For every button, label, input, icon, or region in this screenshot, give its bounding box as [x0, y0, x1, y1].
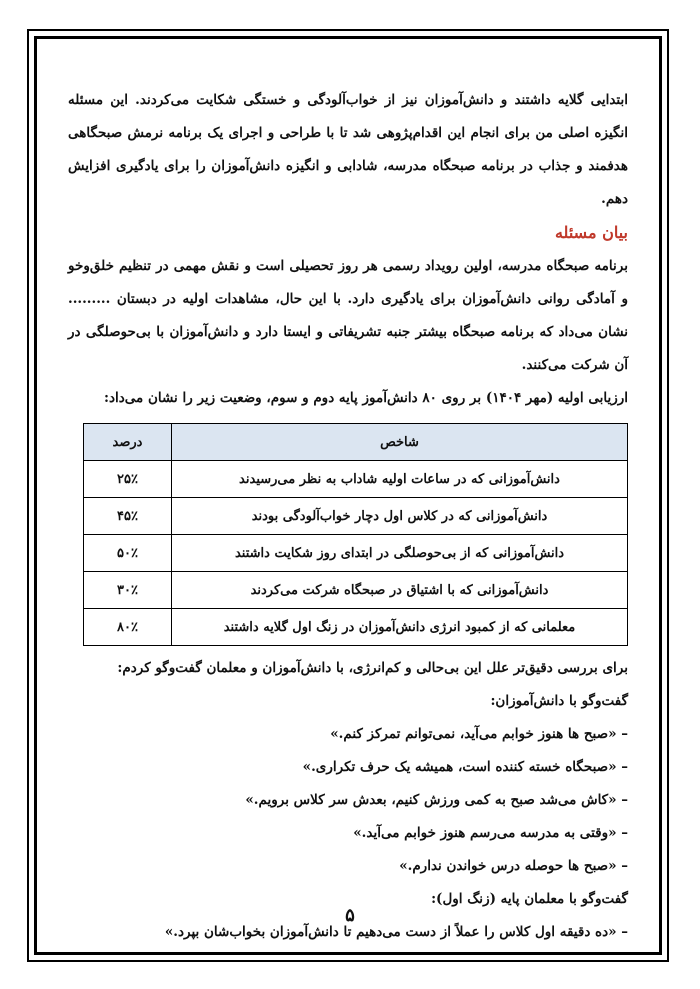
students-dialogue-title: گفت‌وگو با دانش‌آموزان: [490, 693, 628, 709]
table-header-row [84, 424, 628, 461]
intro-paragraph: ابتدایی گلایه داشتند و دانش‌آموزان نیز از خواب‌آلودگی و خستگی شکایت می‌کردند. این مسئله انگیزه اصلی من برای انجام این اقدام‌پژوهی شد تا با طراحی و اجرای یک برنامه نرمش صبحگاهی هدفمند و جذاب در برنامه صبحگاه مدرسه، شادابی و انگیزه دانش‌آموزان را برای یادگیری افزایش دهم. [68, 92, 628, 207]
after-table-text: برای بررسی دقیق‌تر علل این بی‌حالی و کم‌انرژی، با دانش‌آموزان و معلمان گفت‌وگو کردم: [117, 660, 628, 676]
problem-paragraph: برنامه صبحگاه مدرسه، اولین رویداد رسمی هر روز تحصیلی است و نقش مهمی در تنظیم خلق‌وخو و آمادگی روانی دانش‌آموزان برای یادگیری دارد. با این حال، مشاهدات اولیه در دبستان ......... نشان می‌داد که برنامه صبحگاه بیشتر جنبه تشریفاتی و ایستا دارد و دانش‌آموزان با بی‌حوصلگی در آن شرکت می‌کنند. [68, 258, 628, 373]
student-quote: – «وقتی به مدرسه می‌رسم هنوز خوابم می‌آید.» [353, 825, 628, 841]
percent-cell: ۳۰٪ [84, 572, 172, 609]
indicator-cell: دانش‌آموزانی که از بی‌حوصلگی در ابتدای روز شکایت داشتند [172, 535, 628, 572]
assessment-table [83, 423, 628, 646]
table-row [84, 609, 628, 646]
indicator-cell: دانش‌آموزانی که در کلاس اول دچار خواب‌آلودگی بودند [172, 498, 628, 535]
table-row [84, 461, 628, 498]
indicator-cell: دانش‌آموزانی که در ساعات اولیه شاداب به نظر می‌رسیدند [172, 461, 628, 498]
table-row [84, 535, 628, 572]
student-quote: – «صبح ها حوصله درس خواندن ندارم.» [399, 858, 628, 874]
student-quote: – «صبح ها هنوز خوابم می‌آید، نمی‌توانم تمرکز کنم.» [330, 726, 628, 742]
table-row [84, 572, 628, 609]
percent-cell: ۸۰٪ [84, 609, 172, 646]
table-row [84, 498, 628, 535]
percent-cell: ۵۰٪ [84, 535, 172, 572]
section-heading: بیان مسئله [554, 223, 628, 242]
student-quote: – «صبحگاه خسته کننده است، همیشه یک حرف تکراری.» [302, 759, 628, 775]
student-quote: – «کاش می‌شد صبح به کمی ورزش کنیم، بعدش سر کلاس برویم.» [245, 792, 628, 808]
header-percent: درصد [84, 424, 172, 461]
percent-cell: ۲۵٪ [84, 461, 172, 498]
teachers-dialogue-title: گفت‌وگو با معلمان پایه (زنگ اول): [431, 891, 628, 907]
document-body [68, 84, 628, 949]
indicator-cell: دانش‌آموزانی که با اشتیاق در صبحگاه شرکت می‌کردند [172, 572, 628, 609]
page-number: ۵ [345, 905, 355, 926]
indicator-cell: معلمانی که از کمبود انرژی دانش‌آموزان در زنگ اول گلایه داشتند [172, 609, 628, 646]
header-indicator: شاخص [172, 424, 628, 461]
teacher-quote: – «ده دقیقه اول کلاس را عملاً از دست می‌دهیم تا دانش‌آموزان بخواب‌شان بپرد.» [164, 924, 628, 940]
percent-cell: ۴۵٪ [84, 498, 172, 535]
table-intro: ارزیابی اولیه (مهر ۱۴۰۴) بر روی ۸۰ دانش‌آموز پایه دوم و سوم، وضعیت زیر را نشان می‌داد: [104, 390, 628, 406]
